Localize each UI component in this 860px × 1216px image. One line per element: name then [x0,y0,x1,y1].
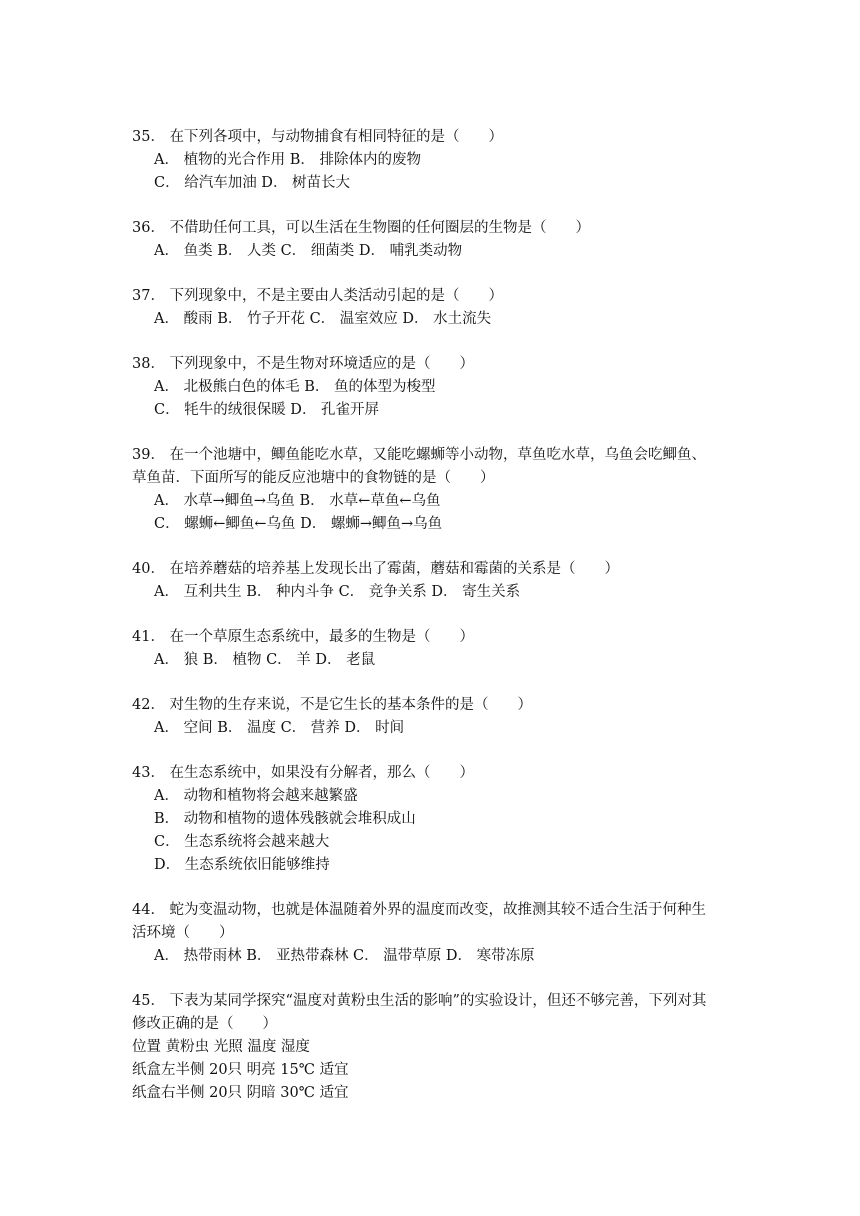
table-header-row: 位置 黄粉虫 光照 温度 湿度 [132,1039,310,1055]
question-36 [132,217,732,263]
table-row: 纸盒左半侧 20只 明亮 15℃ 适宜 [132,1062,349,1078]
question-stem: 38． 下列现象中，不是生物对环境适应的是（ ） [132,356,475,372]
question-35 [132,126,732,195]
options-line: A． 空间 B． 温度 C． 营养 D． 时间 [154,720,405,736]
question-37 [132,285,732,331]
question-stem: 45． 下表为某同学探究“温度对黄粉虫生活的影响”的实验设计，但还不够完善，下列对其 [132,993,707,1009]
exam-page [132,126,732,1127]
option-d: D． 生态系统依旧能够维持 [154,857,330,873]
question-42 [132,694,732,740]
question-stem: 41． 在一个草原生态系统中，最多的生物是（ ） [132,629,475,645]
question-stem: 42． 对生物的生存来说，不是它生长的基本条件的是（ ） [132,697,533,713]
option-c: C． 生态系统将会越来越大 [154,834,330,850]
question-41 [132,626,732,672]
question-40 [132,558,732,604]
question-43 [132,762,732,877]
question-stem: 35． 在下列各项中，与动物捕食有相同特征的是（ ） [132,129,504,145]
options-line: C． 牦牛的绒很保暖 D． 孔雀开屏 [154,402,380,418]
options-line: C． 给汽车加油 D． 树苗长大 [154,175,351,191]
options-line: A． 热带雨林 B． 亚热带森林 C． 温带草原 D． 寒带冻原 [154,948,535,964]
question-stem-continued: 修改正确的是（ ） [132,1016,277,1032]
options-line: A． 鱼类 B． 人类 C． 细菌类 D． 哺乳类动物 [154,243,463,259]
options-line: A． 酸雨 B． 竹子开花 C． 温室效应 D． 水土流失 [154,311,492,327]
question-45 [132,990,732,1105]
question-stem: 43． 在生态系统中，如果没有分解者，那么（ ） [132,765,475,781]
table-row: 纸盒右半侧 20只 阴暗 30℃ 适宜 [132,1085,349,1101]
experiment-table [132,1036,732,1105]
options-line: A． 狼 B． 植物 C． 羊 D． 老鼠 [154,652,376,668]
question-stem: 40． 在培养蘑菇的培养基上发现长出了霉菌，蘑菇和霉菌的关系是（ ） [132,561,620,577]
options-line: A． 北极熊白色的体毛 B． 鱼的体型为梭型 [154,379,436,395]
question-stem-continued: 活环境（ ） [132,925,234,941]
question-stem: 36． 不借助任何工具，可以生活在生物圈的任何圈层的生物是（ ） [132,220,591,236]
options-line: A． 植物的光合作用 B． 排除体内的废物 [154,152,421,168]
options-line: A． 互利共生 B． 种内斗争 C． 竞争关系 D． 寄生关系 [154,584,521,600]
question-38 [132,353,732,422]
options-line: C． 螺蛳←鲫鱼←乌鱼 D． 螺蛳→鲫鱼→乌鱼 [154,516,443,532]
question-stem: 39． 在一个池塘中，鲫鱼能吃水草，又能吃螺蛳等小动物，草鱼吃水草，乌鱼会吃鲫鱼、 [132,447,707,463]
question-44 [132,899,732,968]
question-39 [132,444,732,536]
question-stem: 44． 蛇为变温动物，也就是体温随着外界的温度而改变，故推测其较不适合生活于何种生 [132,902,707,918]
option-a: A． 动物和植物将会越来越繁盛 [154,788,358,804]
question-stem: 37． 下列现象中，不是主要由人类活动引起的是（ ） [132,288,504,304]
options-line: A． 水草→鲫鱼→乌鱼 B． 水草←草鱼←乌鱼 [154,493,441,509]
option-b: B． 动物和植物的遗体残骸就会堆积成山 [154,811,416,827]
question-stem-continued: 草鱼苗．下面所写的能反应池塘中的食物链的是（ ） [132,470,495,486]
